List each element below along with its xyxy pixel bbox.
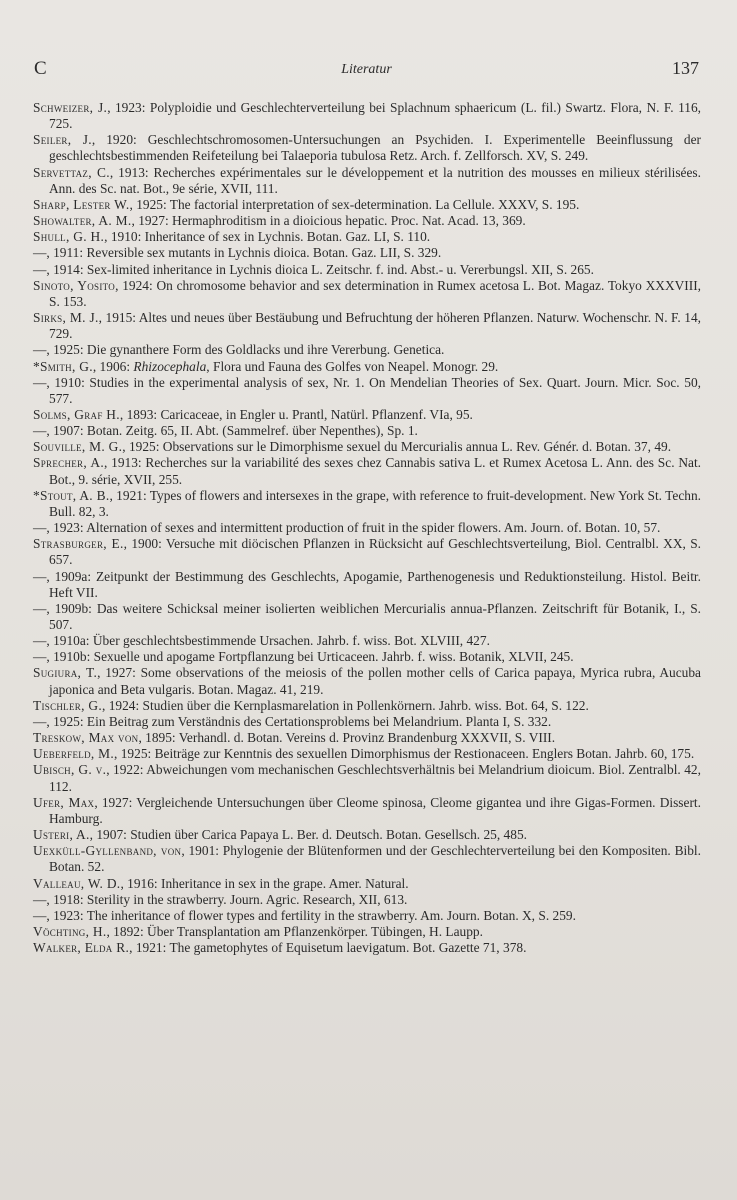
- reference-text: , 1923: Polyploidie und Geschlechterverteilung bei Splachnum sphaericum (L. fil.) Swartz. Flora, N. F. 116, 725.: [49, 100, 702, 132]
- reference-entry: [33, 165, 701, 197]
- reference-entry: [33, 940, 701, 956]
- reference-text: , 1924: Studien über die Kernplasmarelation in Pollenkörnern. Jahrb. wiss. Bot. 64, S. 122.: [102, 697, 589, 713]
- reference-text: —, 1923: The inheritance of flower types and fertility in the strawberry. Am. Journ. Botan. X, S. 259.: [33, 907, 576, 923]
- reference-entry: [33, 488, 701, 520]
- reference-author: Ubisch, G. v.: [33, 762, 107, 778]
- reference-entry: [33, 407, 701, 423]
- reference-text: , 1910: Inheritance of sex in Lychnis. Botan. Gaz. LI, S. 110.: [104, 229, 431, 245]
- reference-author: Showalter, A. M.: [33, 213, 132, 229]
- reference-text: , 1925: Beiträge zur Kenntnis des sexuellen Dimorphismus der Restionaceen. Englers Botan. Jahrb. 60, 175.: [114, 746, 695, 762]
- reference-author: Sharp, Lester W.: [33, 196, 130, 212]
- reference-text: , 1927: Vergleichende Untersuchungen über Cleome spinosa, Cleome gigantea und ihre Gigas-Formen. Dissert. Hamburg.: [49, 794, 701, 826]
- reference-entry: [33, 262, 701, 278]
- reference-text: , 1893: Caricaceae, in Engler u. Prantl, Natürl. Pflanzenf. VIa, 95.: [119, 406, 473, 422]
- reference-entry: [33, 536, 701, 568]
- reference-author: Uexküll-Gyllenband, von: [33, 843, 182, 859]
- reference-text: , 1925: The factorial interpretation of sex-determination. La Cellule. XXXV, S. 195.: [129, 196, 580, 212]
- reference-italic-title: Rhizocephala: [133, 358, 207, 374]
- reference-text: —, 1909a: Zeitpunkt der Bestimmung des Geschlechts, Apogamie, Parthenogenesis und Reduktionsteilung. Histol. Beitr. Heft VII.: [33, 568, 701, 600]
- reference-text: , 1906:: [92, 358, 134, 374]
- reference-entry: [33, 197, 701, 213]
- reference-text: —, 1907: Botan. Zeitg. 65, II. Abt. (Sammelref. über Nepenthes), Sp. 1.: [33, 423, 418, 439]
- reference-author: Walker, Elda R.: [33, 940, 130, 956]
- reference-entry: [33, 100, 701, 132]
- reference-text: , 1916: Inheritance in sex in the grape. Amer. Natural.: [120, 875, 409, 891]
- reference-author: Solms, Graf H.: [33, 406, 120, 422]
- reference-entry: [33, 746, 701, 762]
- page-header: [34, 58, 699, 84]
- reference-entry: [33, 423, 701, 439]
- reference-author: *Smith, G.: [33, 358, 93, 374]
- reference-text: , 1900: Versuche mit diöcischen Pflanzen in Rücksicht auf Geschlechtsverteilung, Biol. Centralbl. XX, S. 657.: [49, 536, 701, 568]
- reference-text: —, 1911: Reversible sex mutants in Lychnis dioica. Botan. Gaz. LII, S. 329.: [33, 245, 442, 261]
- reference-entry: [33, 569, 701, 601]
- reference-entry: [33, 714, 701, 730]
- reference-author: *Stout, A. B.: [33, 487, 110, 503]
- reference-entry: [33, 892, 701, 908]
- reference-entry: [33, 908, 701, 924]
- reference-author: Schweizer, J.: [33, 100, 108, 115]
- reference-text: , 1913: Recherches sur la variabilité des sexes chez Cannabis sativa L. et Rumex Acetosa L. Ann. des Sc. Nat. Bot., 9. série, XVII, 255.: [49, 455, 702, 487]
- reference-author: Treskow, Max von: [33, 730, 139, 746]
- reference-entry: [33, 665, 701, 697]
- reference-entry: [33, 876, 701, 892]
- reference-entry: [33, 649, 701, 665]
- reference-text: , 1901: Phylogenie der Blütenformen und der Geschlechterverteilung bei den Kompositen. Bibl. Botan. 52.: [49, 843, 701, 875]
- reference-author: Valleau, W. D.: [33, 875, 121, 891]
- reference-entry: [33, 375, 701, 407]
- reference-entry: [33, 633, 701, 649]
- reference-text-tail: , Flora und Fauna des Golfes von Neapel. Monogr. 29.: [206, 358, 499, 374]
- reference-author: Shull, G. H.: [33, 229, 105, 245]
- reference-text: —, 1925: Ein Beitrag zum Verständnis des Certationsproblems bei Melandrium. Planta I, S. 332.: [33, 713, 552, 729]
- reference-text: —, 1925: Die gynanthere Form des Goldlacks und ihre Vererbung. Genetica.: [33, 342, 445, 358]
- reference-author: Sprecher, A.: [33, 455, 104, 471]
- reference-entry: [33, 132, 701, 164]
- reference-author: Ueberfeld, M.: [33, 746, 115, 762]
- reference-author: Ufer, Max: [33, 794, 95, 810]
- reference-entry: [33, 520, 701, 536]
- reference-text: —, 1910a: Über geschlechtsbestimmende Ursachen. Jahrb. f. wiss. Bot. XLVIII, 427.: [33, 633, 490, 649]
- running-title: Literatur: [341, 62, 392, 77]
- reference-text: , 1921: Types of flowers and intersexes in the grape, with reference to fruit-development. New York St. Techn. Bull. 82, 3.: [49, 487, 701, 519]
- reference-text: —, 1918: Sterility in the strawberry. Journ. Agric. Research, XII, 613.: [33, 891, 408, 907]
- page-number: 137: [672, 58, 699, 78]
- reference-author: Seiler, J.: [33, 132, 92, 148]
- reference-author: Usteri, A.: [33, 827, 90, 843]
- reference-entry: [33, 601, 701, 633]
- reference-text: —, 1910b: Sexuelle und apogame Fortpflanzung bei Urticaceen. Jahrb. f. wiss. Botanik, XLVII, 245.: [33, 649, 574, 665]
- reference-author: Souville, M. G.: [33, 439, 123, 455]
- reference-text: , 1892: Über Transplantation am Pflanzenkörper. Tübingen, H. Laupp.: [106, 923, 483, 939]
- reference-entry: [33, 359, 701, 375]
- reference-author: Vöchting, H.: [33, 923, 107, 939]
- reference-entry: [33, 795, 701, 827]
- reference-entry: [33, 455, 701, 487]
- reference-text: —, 1909b: Das weitere Schicksal meiner isolierten weiblichen Mercurialis annua-Pflanzen. Zeitschrift für Botanik, I., S. 507.: [33, 600, 701, 632]
- reference-text: , 1907: Studien über Carica Papaya L. Ber. d. Deutsch. Botan. Gesellsch. 25, 485.: [89, 827, 527, 843]
- reference-entry: [33, 843, 701, 875]
- reference-text: —, 1910: Studies in the experimental analysis of sex, Nr. 1. On Mendelian Theories of Sex. Quart. Journ. Micr. Soc. 50, 577.: [33, 374, 701, 406]
- reference-text: , 1924: On chromosome behavior and sex determination in Rumex acetosa L. Bot. Magaz. Tokyo XXXVIII, S. 153.: [49, 277, 702, 309]
- reference-entry: [33, 698, 701, 714]
- reference-entry: [33, 439, 701, 455]
- reference-text: , 1927: Hermaphroditism in a dioicious hepatic. Proc. Nat. Acad. 13, 369.: [131, 213, 526, 229]
- reference-text: , 1927: Some observations of the meiosis of the pollen mother cells of Carica papaya, Myrica rubra, Aucuba japonica and Beta vulgaris. Botan. Magaz. 41, 219.: [49, 665, 701, 697]
- reference-text: , 1915: Altes und neues über Bestäubung und Befruchtung der höheren Pflanzen. Naturw. Wochenschr. N. F. 14, 729.: [49, 310, 701, 342]
- reference-text: —, 1923: Alternation of sexes and intermittent production of fruit in the spider flowers. Am. Journ. of. Botan. 10, 57.: [33, 520, 661, 536]
- reference-author: Sinoto, Yosito: [33, 277, 116, 293]
- reference-text: , 1921: The gametophytes of Equisetum laevigatum. Bot. Gazette 71, 378.: [129, 940, 527, 956]
- reference-entry: [33, 213, 701, 229]
- reference-text: , 1913: Recherches expérimentales sur le développement et la nutrition des mousses en milieux stérilisées. Ann. des Sc. nat. Bot., 9e série, XVII, 111.: [49, 164, 701, 196]
- reference-author: Servettaz, C.: [33, 164, 110, 180]
- reference-text: —, 1914: Sex-limited inheritance in Lychnis dioica L. Zeitschr. f. ind. Abst.- u. Vererbungsl. XII, S. 265.: [33, 261, 594, 277]
- signature-mark: C: [34, 58, 47, 79]
- reference-author: Strasburger, E.: [33, 536, 124, 552]
- reference-author: Sugiura, T.: [33, 665, 98, 681]
- reference-entry: [33, 278, 701, 310]
- reference-entry: [33, 762, 701, 794]
- reference-entry: [33, 245, 701, 261]
- reference-author: Tischler, G.: [33, 697, 102, 713]
- reference-entry: [33, 342, 701, 358]
- reference-entry: [33, 310, 701, 342]
- reference-text: , 1920: Geschlechtschromosomen-Untersuchungen an Psychiden. I. Experimentelle Beeinflussung der geschlechtsbestimmenden Reifeteilung bei Talaeporia tubulosa Retz. Arch. f. Zellforsch. XV, S. 249.: [49, 132, 701, 164]
- reference-entry: [33, 229, 701, 245]
- reference-list: [33, 100, 701, 956]
- reference-entry: [33, 827, 701, 843]
- reference-text: , 1925: Observations sur le Dimorphisme sexuel du Mercurialis annua L. Rev. Génér. d. Botan. 37, 49.: [122, 439, 672, 455]
- reference-text: , 1895: Verhandl. d. Botan. Vereins d. Provinz Brandenburg XXXVII, S. VIII.: [138, 730, 556, 746]
- reference-author: Sirks, M. J.: [33, 310, 99, 326]
- reference-entry: [33, 730, 701, 746]
- reference-text: , 1922: Abweichungen vom mechanischen Geschlechtsverhältnis bei Melandrium dioicum. Biol. Zentralbl. 42, 112.: [49, 762, 701, 794]
- reference-entry: [33, 924, 701, 940]
